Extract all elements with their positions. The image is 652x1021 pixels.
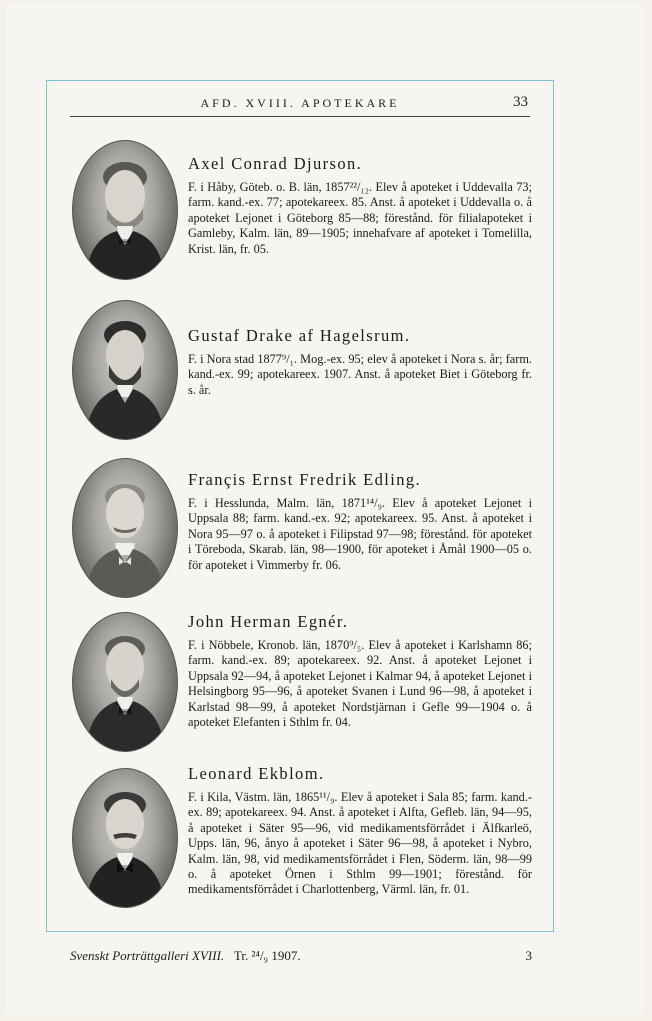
person-name: Leonard Ekblom. bbox=[188, 764, 325, 783]
person-biography: F. i Kila, Västm. län, 1865¹¹/₉. Elev å apoteket i Sala 85; farm. kand.-ex. 89; apotekareex. 94. Anst. å apoteket i Alfta, Gefleb. län, 94—95, å apoteket i Säter 95—96, vid medikamentsförrådet i Älfkarleö, Upps. län, 96, ånyo å apoteket i Säter 96—98, å apoteket i Nybro, Kalm. län, 98, vid medikamentsförrådet i Flen, Söderm. län, 98—99 o. å apoteket Örnen i Sthlm 99—1901; förestånd. för medikamentsförrådet i Charlottenberg, Värml. län, fr. 01. bbox=[188, 790, 532, 897]
portrait-photo bbox=[72, 612, 178, 752]
sheet-number: 3 bbox=[525, 948, 532, 963]
portrait-photo bbox=[72, 300, 178, 440]
person-name: John Herman Egnér. bbox=[188, 612, 349, 631]
person-name: Gustaf Drake af Hagelsrum. bbox=[188, 326, 411, 345]
portrait-photo bbox=[72, 140, 178, 280]
person-name: Françis Ernst Fredrik Edling. bbox=[188, 470, 422, 489]
person-biography: F. i Nöbbele, Kronob. län, 1870⁹/₅. Elev å apoteket i Karlshamn 86; farm. kand.-ex. 89; apotekareex. 92. Anst. å apoteket Lejonet i Uppsala 92—94, å apoteket Lejonet i Kalmar 94, å apoteket Lejonet i Helsingborg 95—96, å apoteket Svanen i Lund 96—98, å apoteket i Karlstad 98—99, å apoteket Nordstjärnan i Gefle 99—1904 o. å apoteket Elefanten i Sthlm fr. 04. bbox=[188, 638, 532, 730]
person-biography: F. i Hesslunda, Malm. län, 1871¹⁴/₉. Elev å apoteket Lejonet i Uppsala 88; farm. kand.-ex. 92; apotekareex. 95. Anst. å apoteket i Nora 95—97 o. å apoteket i Filipstad 97—98; förestånd. för apoteket i Töreboda, Skarab. län, 98—1900, för apoteket i Åmål 1900—05 o. för apoteket i Vimmerby fr. 06. bbox=[188, 496, 532, 572]
portrait-photo bbox=[72, 458, 178, 598]
person-biography: F. i Håby, Göteb. o. B. län, 1857²²/₁₂. Elev å apoteket i Uddevalla 73; farm. kand.-ex. 77; apotekareex. 85. Anst. å apoteket i Uddevalla o. å apoteket Lejonet i Göteborg 85—88; förestånd. för filialapoteket i Gamleby, Kalm. län, 89—1905; innehafvare af apoteket i Tomelilla, Krist. län, fr. 05. bbox=[188, 180, 532, 256]
print-date: Tr. ²⁴/₉ 1907. bbox=[233, 948, 301, 963]
running-header bbox=[70, 96, 530, 117]
section-title: AFD. XVIII. APOTEKARE bbox=[200, 96, 400, 110]
person-biography: F. i Nora stad 1877⁹/₁. Mog.-ex. 95; elev å apoteket i Nora s. år; farm. kand.-ex. 99; apotekareex. 1907. Anst. å apoteket Biet i Göteborg fr. s. år. bbox=[188, 352, 532, 397]
series-title: Svenskt Porträttgalleri XVIII. bbox=[70, 948, 225, 963]
portrait-photo bbox=[72, 768, 178, 908]
page-number: 33 bbox=[513, 94, 528, 110]
person-name: Axel Conrad Djurson. bbox=[188, 154, 363, 173]
footer-imprint bbox=[70, 948, 301, 964]
page-footer bbox=[70, 948, 532, 966]
